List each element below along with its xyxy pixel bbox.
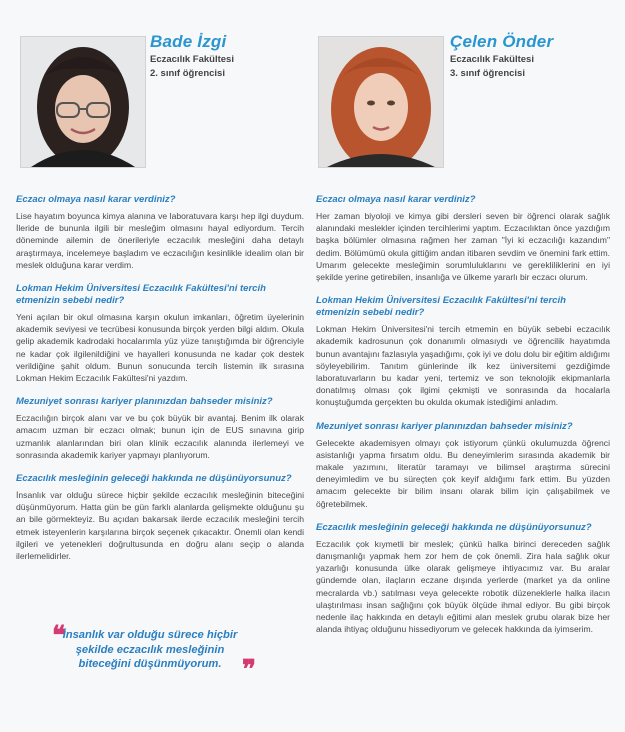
portrait-photo-right bbox=[318, 36, 444, 168]
question-left-4: Eczacılık mesleğinin geleceği hakkında ne düşünüyorsunuz? bbox=[16, 473, 292, 485]
student-name-right: Çelen Önder bbox=[450, 32, 554, 51]
grade-right: 3. sınıf öğrencisi bbox=[450, 68, 525, 79]
question-left-1: Eczacı olmaya nasıl karar verdiniz? bbox=[16, 194, 176, 205]
question-left-2: Lokman Hekim Üniversitesi Eczacılık Fakültesi'ni tercih etmenizin sebebi nedir? bbox=[16, 283, 266, 307]
answer-right-3: Gelecekte akademisyen olmayı çok istiyorum çünkü okulumuzda öğrenci asistanlığı yapma fırsatım oldu. Bu deneyimlerim sırasında akademik bir makale yazımını, literatür taramayı ve bilimsel araştırma sürecini deneyimledim ve bu süreçten çok keyif aldığımı fark ettim. Bu yüzden amacım gelecekte bir bilim insanı olarak bilim için çalışabilmek ve öğretebilmek. bbox=[316, 437, 610, 509]
interview-right bbox=[316, 194, 610, 647]
answer-right-1: Her zaman biyoloji ve kimya gibi dersleri seven bir öğrenci olarak sağlık alanındaki meslekler içinden tercihlerimi yaptım. Eczacılıktan önce yazdığım başka bölümler olmasına rağmen her zaman "İyi ki eczacılığı kazandım" dedim. Bölümümü okula gittiğim andan itibaren sevdim ve önemini fark ettim. Umarım gelecekte mesleğimin sorumluluklarını ve gerekliliklerini en iyi şekilde yerine getirebilen, insanlığa ve ülkeme yararlı bir eczacı olurum. bbox=[316, 211, 610, 283]
interview-left bbox=[16, 194, 304, 574]
portrait-right-image bbox=[319, 37, 443, 167]
faculty-left: Eczacılık Fakültesi bbox=[150, 54, 234, 65]
student-name-left: Bade İzgi bbox=[150, 32, 227, 51]
answer-left-4: İnsanlık var olduğu sürece hiçbir şekilde eczacılık mesleğinin biteceğini düşünmüyorum. Hatta gün be gün farklı alanlarda gelişmekte olduğunu şu an bile görmekteyiz. Bu açıdan bakarsak ilerde eczacılık mesleğini tercih etmek isteyenlerin karşılarına birçok seçenek çıkacaktır. Önemli olan kendi ilgileri ve yetenekleri doğrultusunda en doğru alanı seçip o alanda ilerlemelidirler. bbox=[16, 490, 304, 562]
answer-left-2: Yeni açılan bir okul olmasına karşın okulun imkanları, öğretim üyelerinin akademik seviyesi ve tecrübesi konusunda birçok yerden bilgi aldım. Okula gelip akademik kadrodaki hocalarımla yüz yüze tanıştığımda bir öğrenciyle ne kadar çok ilgilenildiğini ve hayalleri konusunda ne kadar çok destek verildiğine şahit oldum. Bunun sonucunda tercih listemin ilk sırasına Lokman Hekim Eczacılık Fakültesi'ni yazdım. bbox=[16, 312, 304, 384]
answer-right-4: Eczacılık çok kıymetli bir meslek; çünkü halka birinci dereceden sağlık danışmanlığı yapmak hem zor hem de çok önemli. Zira hala sağlık okur yazarlığı konusunda ülke olarak gelişmeye ihtiyacımız var. Bu aralar gündemde olan, ilaçların eczane dışında yerlerde (market ya da online mecralarda vb.) satılması veya gelecekte robotik düzeneklerle halka ilacın ulaştırılması insan sağlığını çok büyük ölçüde ihmal ediyor. Bu gibi birçok nedenle ilaç hakkında en detaylı eğitimi alan meslek grubu olarak bize her alanda ihtiyaç olduğunu hissediyorum ve gelecek hakkında da iyimserim. bbox=[316, 538, 610, 635]
question-right-4: Eczacılık mesleğinin geleceği hakkında ne düşünüyorsunuz? bbox=[316, 521, 592, 533]
question-right-2: Lokman Hekim Üniversitesi Eczacılık Fakültesi'ni tercih etmenizin sebebi nedir? bbox=[316, 295, 566, 319]
question-right-3: Mezuniyet sonrası kariyer planınızdan bahseder misiniz? bbox=[316, 420, 573, 432]
pull-quote-text: İnsanlık var olduğu sürece hiçbir şekilde eczacılık mesleğinin biteceğini düşünmüyorum. bbox=[62, 629, 238, 670]
answer-left-1: Lise hayatım boyunca kimya alanına ve laboratuvara karşı hep ilgi duydum. İleride de bununla ilgili bir mesleğim olmasını hayal ediyordum. Tercih döneminde ailemin de önerileriyle eczacılık mesleğini daha detaylı araştırmaya, incelemeye başladım ve eczacılığın kesinlikle idealim olan bir meslek olduğuna karar verdim. bbox=[16, 211, 304, 270]
answer-right-2: Lokman Hekim Üniversitesi'ni tercih etmemin en büyük sebebi eczacılık akademik kadrosunun çok donanımlı olmasıydı ve öğrencilik hayatımda bunun avantajını fazlasıyla yaşadığımı, çok iyi ve dolu dolu bir eğitim aldığımı söyleyebilirim. Tanıtım günlerinde ilk kez üniversitemi gezdiğimde laboratuvarların bu kadar yeni, tertemiz ve son teknolojik ekipmanlarla donatılmış olması çok ilgimi çekmişti ve sonrasında da hocalarla konuştuğumda gerçekten bu okulda okumak istediğimi anladım. bbox=[316, 324, 610, 408]
answer-left-3: Eczacılığın birçok alanı var ve bu çok büyük bir avantaj. Benim ilk olarak amacım uzman bir eczacı olmak; bunun için de EUS sınavına girip uzmanlık alanlarından biri olan klinik eczacılık alanında ilerlemeyi ve sonrasında akademik kariyer yapmayı planlıyorum. bbox=[16, 413, 304, 460]
portrait-left-image bbox=[21, 37, 145, 167]
question-left-3: Mezuniyet sonrası kariyer planınızdan bahseder misiniz? bbox=[16, 396, 273, 408]
portrait-photo-left bbox=[20, 36, 146, 168]
faculty-right: Eczacılık Fakültesi bbox=[450, 54, 534, 65]
quote-open-icon: ❝ bbox=[52, 621, 66, 651]
pull-quote bbox=[24, 621, 274, 685]
grade-left: 2. sınıf öğrencisi bbox=[150, 68, 225, 79]
quote-close-icon: ❞ bbox=[242, 655, 256, 685]
question-right-1: Eczacı olmaya nasıl karar verdiniz? bbox=[316, 194, 476, 205]
